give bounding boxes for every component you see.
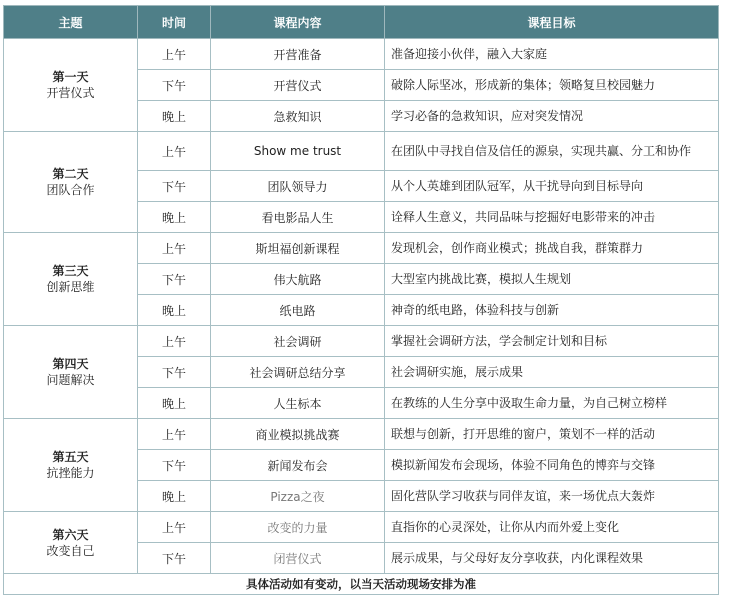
session-time: 晚上 [138,481,211,512]
session-time: 晚上 [138,388,211,419]
session-goal: 社会调研实施，展示成果 [385,357,719,388]
session-goal: 展示成果，与父母好友分享收获，内化课程效果 [385,543,719,574]
session-content: 社会调研 [211,326,385,357]
day-subtitle: 团队合作 [46,183,95,197]
session-goal: 掌握社会调研方法，学会制定计划和目标 [385,326,719,357]
session-goal: 神奇的纸电路，体验科技与创新 [385,295,719,326]
day-name: 第一天 [52,70,89,84]
session-goal: 准备迎接小伙伴，融入大家庭 [385,39,719,70]
table-row [4,419,719,450]
session-content: 开营仪式 [211,70,385,101]
table-row [4,512,719,543]
table-header-row [4,6,719,39]
day-subtitle: 改变自己 [46,543,95,558]
session-goal: 联想与创新，打开思维的窗户，策划不一样的活动 [385,419,719,450]
session-content: 伟大航路 [211,264,385,295]
session-content: 改变的力量 [211,512,385,543]
session-content: 开营准备 [211,39,385,70]
day-name: 第六天 [52,527,89,542]
day-name: 第三天 [52,264,89,278]
schedule-container [3,5,718,595]
day-subtitle: 创新思维 [46,280,95,294]
session-content: 人生标本 [211,388,385,419]
session-goal: 在团队中寻找自信及信任的源泉，实现共赢、分工和协作 [385,132,719,171]
footer-note: 具体活动如有变动，以当天活动现场安排为准 [4,574,719,595]
session-time: 下午 [138,70,211,101]
session-time: 上午 [138,326,211,357]
session-goal: 诠释人生意义，共同品味与挖掘好电影带来的冲击 [385,202,719,233]
header-goal: 课程目标 [385,6,719,39]
day-cell [4,132,138,233]
session-time: 上午 [138,512,211,543]
session-time: 上午 [138,132,211,171]
day-cell [4,512,138,574]
session-goal: 直指你的心灵深处，让你从内而外爱上变化 [385,512,719,543]
header-content: 课程内容 [211,6,385,39]
session-goal: 固化营队学习收获与同伴友谊，来一场优点大轰炸 [385,481,719,512]
header-time: 时间 [138,6,211,39]
table-row [4,233,719,264]
session-content: 闭营仪式 [211,543,385,574]
session-time: 下午 [138,171,211,202]
session-goal: 学习必备的急救知识，应对突发情况 [385,101,719,132]
session-time: 晚上 [138,202,211,233]
day-cell [4,39,138,132]
day-name: 第四天 [52,357,89,371]
session-content: 团队领导力 [211,171,385,202]
footer-row [4,574,719,595]
session-time: 上午 [138,39,211,70]
day-name: 第五天 [52,450,89,464]
session-content: 商业模拟挑战赛 [211,419,385,450]
session-goal: 破除人际坚冰，形成新的集体；领略复旦校园魅力 [385,70,719,101]
header-theme: 主题 [4,6,138,39]
session-content: Show me trust [211,132,385,171]
session-content: Pizza之夜 [211,481,385,512]
day-subtitle: 抗挫能力 [46,466,95,480]
session-content: 急救知识 [211,101,385,132]
day-subtitle: 问题解决 [46,373,95,387]
session-time: 下午 [138,450,211,481]
session-content: 新闻发布会 [211,450,385,481]
session-time: 晚上 [138,101,211,132]
day-subtitle: 开营仪式 [46,86,95,100]
session-time: 下午 [138,357,211,388]
schedule-table [3,5,719,595]
session-goal: 模拟新闻发布会现场，体验不同角色的博弈与交锋 [385,450,719,481]
session-time: 上午 [138,419,211,450]
session-time: 晚上 [138,295,211,326]
session-goal: 从个人英雄到团队冠军，从干扰导向到目标导向 [385,171,719,202]
session-goal: 大型室内挑战比赛，模拟人生规划 [385,264,719,295]
session-time: 上午 [138,233,211,264]
session-time: 下午 [138,264,211,295]
session-content: 看电影品人生 [211,202,385,233]
day-cell [4,233,138,326]
session-content: 斯坦福创新课程 [211,233,385,264]
table-row [4,326,719,357]
session-time: 下午 [138,543,211,574]
session-goal: 发现机会，创作商业模式；挑战自我，群策群力 [385,233,719,264]
day-cell [4,419,138,512]
session-content: 社会调研总结分享 [211,357,385,388]
table-row [4,39,719,70]
table-row [4,132,719,171]
day-cell [4,326,138,419]
session-content: 纸电路 [211,295,385,326]
session-goal: 在教练的人生分享中汲取生命力量，为自己树立榜样 [385,388,719,419]
day-name: 第二天 [52,167,89,181]
